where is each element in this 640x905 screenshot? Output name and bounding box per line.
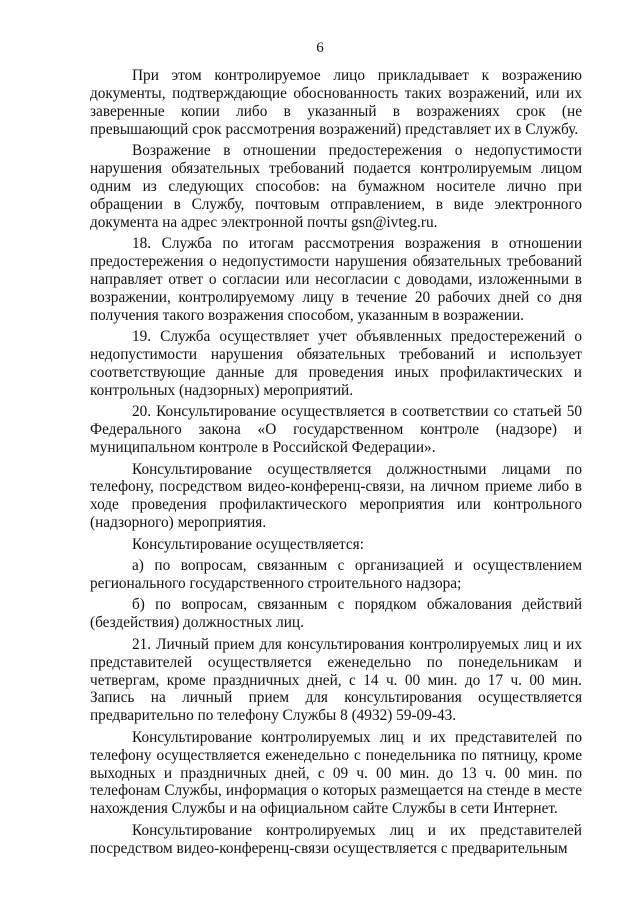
paragraph: 18. Служба по итогам рассмотрения возражения в отношении предостережения о недопустимости нарушения обязательных требований направляет ответ о согласии или несогласии с доводами, изложенными в возражении, контролируемому лицу в течение 20 рабочих дней со дня получения такого возражения способом, указанным в возражении.	[90, 235, 582, 324]
paragraph: 21. Личный прием для консультирования контролируемых лиц и их представителей осуществляется еженедельно по понедельникам и четвергам, кроме праздничных дней, с 14 ч. 00 мин. до 17 ч. 00 мин. Запись на личный прием для консультирования осуществляется предварительно по телефону Службы 8 (4932) 59-09-43.	[90, 635, 582, 725]
paragraph: 20. Консультирование осуществляется в соответствии со статьей 50 Федерального закона «О государственном контроле (надзоре) и муниципальном контроле в Российской Федерации».	[90, 403, 582, 457]
page-number: 6	[316, 40, 324, 56]
paragraph: Возражение в отношении предостережения о недопустимости нарушения обязательных требований подается контролируемым лицом одним из следующих способов: на бумажном носителе лично при обращении в Службу, почтовым отправлением, в виде электронного документа на адрес электронной почты gsn@ivteg.ru.	[90, 142, 582, 231]
paragraph: Консультирование осуществляется должностными лицами по телефону, посредством видео-конференц-связи, на личном приеме либо в ходе проведения профилактического мероприятия или контрольного (надзорного) мероприятия.	[90, 460, 582, 532]
paragraph: б) по вопросам, связанным с порядком обжалования действий (бездействия) должностных лиц.	[90, 596, 582, 632]
paragraph: Консультирование контролируемых лиц и их представителей посредством видео-конференц-связи осуществляется с предварительным	[90, 821, 582, 857]
paragraph: Консультирование осуществляется:	[132, 535, 364, 553]
document-body	[90, 67, 582, 861]
paragraph: а) по вопросам, связанным с организацией и осуществлением регионального государственного строительного надзора;	[90, 557, 582, 592]
paragraph: При этом контролируемое лицо прикладывает к возражению документы, подтверждающие обоснованность таких возражений, или их заверенные копии либо в указанный в возражениях срок (не превышающий срок рассмотрения возражений) представляет их в Службу.	[90, 67, 582, 138]
paragraph: Консультирование контролируемых лиц и их представителей по телефону осуществляется еженедельно с понедельника по пятницу, кроме выходных и праздничных дней, с 09 ч. 00 мин. до 13 ч. 00 мин. по телефонам Службы, информация о которых размещается на стенде в месте нахождения Службы и на официальном сайте Службы в сети Интернет.	[90, 728, 582, 818]
paragraph: 19. Служба осуществляет учет объявленных предостережений о недопустимости нарушения обязательных требований и использует соответствующие данные для проведения иных профилактических и контрольных (надзорных) мероприятий.	[90, 328, 582, 399]
